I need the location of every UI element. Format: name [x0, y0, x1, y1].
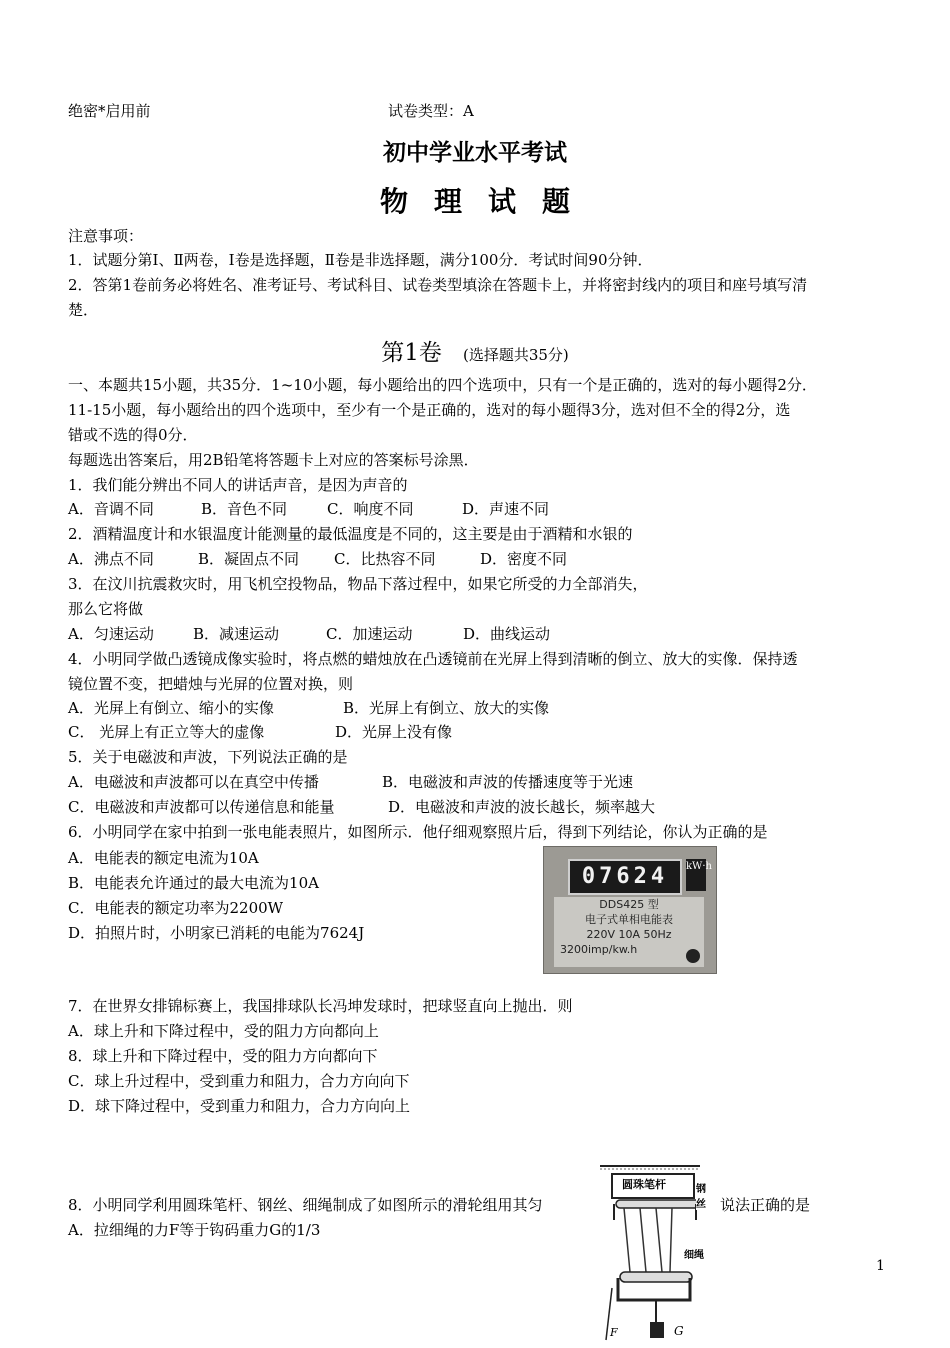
instructions-line-2: 11-15小题，每小题给出的四个选项中，至少有一个是正确的，选对的每小题得3分，选对但不全的得2分，选 — [68, 401, 791, 419]
q2-stem: 2．酒精温度计和水银温度计能测量的最低温度是不同的，这主要是由于酒精和水银的 — [68, 525, 633, 543]
section-title: 第1卷 — [381, 340, 442, 366]
instructions-line-3: 错或不选的得0分． — [68, 426, 198, 444]
q5-options-row-1 — [68, 772, 633, 792]
q2-option-d: D．密度不同 — [480, 550, 568, 568]
q4-stem-cont: 镜位置不变，把蜡烛与光屏的位置对换，则 — [68, 675, 354, 693]
notice-item-2: 2．答第1卷前务必将姓名、准考证号、考试科目、试卷类型填涂在答题卡上，并将密封线内的项目和座号填写清 — [68, 276, 808, 294]
q4-option-a: A．光屏上有倒立、缩小的实像 — [68, 699, 274, 717]
q1-stem: 1．我们能分辨出不同人的讲话声音，是因为声音的 — [68, 476, 408, 494]
pulley-diagram — [600, 1160, 710, 1344]
q4-option-c: C． 光屏上有正立等大的虚像 — [68, 723, 265, 741]
label-rope: 细绳 — [684, 1250, 704, 1261]
meter-indicator-light — [686, 949, 700, 963]
q5-option-c: C．电磁波和声波都可以传递信息和能量 — [68, 798, 335, 816]
notice-item-2-cont: 楚． — [68, 301, 99, 319]
q5-option-b: B．电磁波和声波的传播速度等于光速 — [382, 773, 634, 791]
meter-nameplate — [554, 897, 704, 967]
q4-stem: 4．小明同学做凸透镜成像实验时，将点燃的蜡烛放在凸透镜前在光屏上得到清晰的倒立、放大的实像．保持透 — [68, 650, 798, 668]
q8-stem: 8．小明同学利用圆珠笔杆、钢丝、细绳制成了如图所示的滑轮组用其匀 — [68, 1196, 543, 1214]
q6-option-a: A．电能表的额定电流为10A — [68, 849, 259, 867]
label-wire: 钢丝 — [696, 1180, 710, 1210]
q4-option-b: B．光屏上有倒立、放大的实像 — [343, 699, 550, 717]
q5-option-a: A．电磁波和声波都可以在真空中传播 — [68, 773, 319, 791]
meter-model: DDS425 型 — [599, 898, 659, 911]
exam-title: 初中学业水平考试 — [383, 139, 567, 166]
q6-stem: 6．小明同学在家中拍到一张电能表照片，如图所示．他仔细观察照片后，得到下列结论，你认为正确的是 — [68, 823, 768, 841]
q1-option-c: C．响度不同 — [327, 500, 414, 518]
notice-heading: 注意事项： — [68, 227, 144, 245]
meter-unit: kW·h — [686, 859, 706, 891]
meter-reading: 07624 — [568, 859, 682, 895]
meter-rating: 220V 10A 50Hz — [586, 928, 672, 941]
q1-options — [68, 499, 549, 519]
label-weight: G — [674, 1324, 684, 1338]
q3-option-a: A．匀速运动 — [68, 625, 154, 643]
q7-option-d: D．球下降过程中，受到重力和阻力，合力方向向上 — [68, 1097, 411, 1115]
q4-option-d: D．光屏上没有像 — [335, 723, 453, 741]
q4-options-row-1 — [68, 698, 549, 718]
q3-stem: 3．在汶川抗震救灾时，用飞机空投物品，物品下落过程中，如果它所受的力全部消失， — [68, 575, 648, 593]
meter-name: 电子式单相电能表 — [585, 913, 673, 926]
confidential-label: 绝密*启用前 — [68, 102, 151, 120]
q1-option-d: D．声速不同 — [462, 500, 550, 518]
q7-stem: 7．在世界女排锦标赛上，我国排球队长冯坤发球时，把球竖直向上抛出．则 — [68, 997, 573, 1015]
q3-option-d: D．曲线运动 — [463, 625, 551, 643]
q8-stem-end: 说法正确的是 — [720, 1196, 811, 1214]
paper-type-label: 试卷类型：A — [388, 102, 474, 120]
q3-option-c: C．加速运动 — [326, 625, 413, 643]
instructions-line-4: 每题选出答案后，用2B铅笔将答题卡上对应的答案标号涂黑． — [68, 451, 479, 469]
exam-subtitle: 物理试题 — [379, 185, 596, 218]
q5-option-d: D．电磁波和声波的波长越长，频率越大 — [388, 798, 656, 816]
q2-option-b: B．凝固点不同 — [198, 550, 300, 568]
q2-option-c: C．比热容不同 — [334, 550, 436, 568]
q3-options — [68, 624, 550, 644]
q4-options-row-2 — [68, 722, 452, 742]
q2-options — [68, 549, 567, 569]
q6-option-c: C．电能表的额定功率为2200W — [68, 899, 284, 917]
q1-option-a: A．音调不同 — [68, 500, 154, 518]
section-note: (选择题共35分) — [462, 346, 569, 364]
q3-stem-cont: 那么它将做 — [68, 600, 144, 618]
label-force: F — [610, 1326, 618, 1339]
notice-item-1: 1．试题分第Ⅰ、Ⅱ两卷，Ⅰ卷是选择题，Ⅱ卷是非选择题，满分100分．考试时间90分钟． — [68, 251, 653, 269]
page-number: 1 — [876, 1258, 885, 1274]
meter-constant: 3200imp/kw.h — [560, 943, 638, 956]
label-pen: 圆珠笔杆 — [622, 1178, 666, 1191]
q6-option-b: B．电能表允许通过的最大电流为10A — [68, 874, 319, 892]
q3-option-b: B．减速运动 — [193, 625, 280, 643]
electricity-meter-photo — [543, 846, 717, 974]
q6-option-d: D．拍照片时，小明家已消耗的电能为7624J — [68, 924, 365, 942]
section-heading — [0, 334, 950, 367]
q5-options-row-2 — [68, 797, 655, 817]
q1-option-b: B．音色不同 — [201, 500, 288, 518]
instructions-line-1: 一、本题共15小题，共35分．1~10小题，每小题给出的四个选项中，只有一个是正确的，选对的每小题得2分． — [68, 376, 817, 394]
q7-option-c: C．球上升过程中，受到重力和阻力，合力方向向下 — [68, 1072, 410, 1090]
q7-option-a: A．球上升和下降过程中，受的阻力方向都向上 — [68, 1022, 379, 1040]
q7-option-b: 8．球上升和下降过程中，受的阻力方向都向下 — [68, 1047, 378, 1065]
q2-option-a: A．沸点不同 — [68, 550, 154, 568]
q5-stem: 5．关于电磁波和声波，下列说法正确的是 — [68, 748, 348, 766]
q8-option-a: A．拉细绳的力F等于钩码重力G的1/3 — [68, 1221, 321, 1239]
